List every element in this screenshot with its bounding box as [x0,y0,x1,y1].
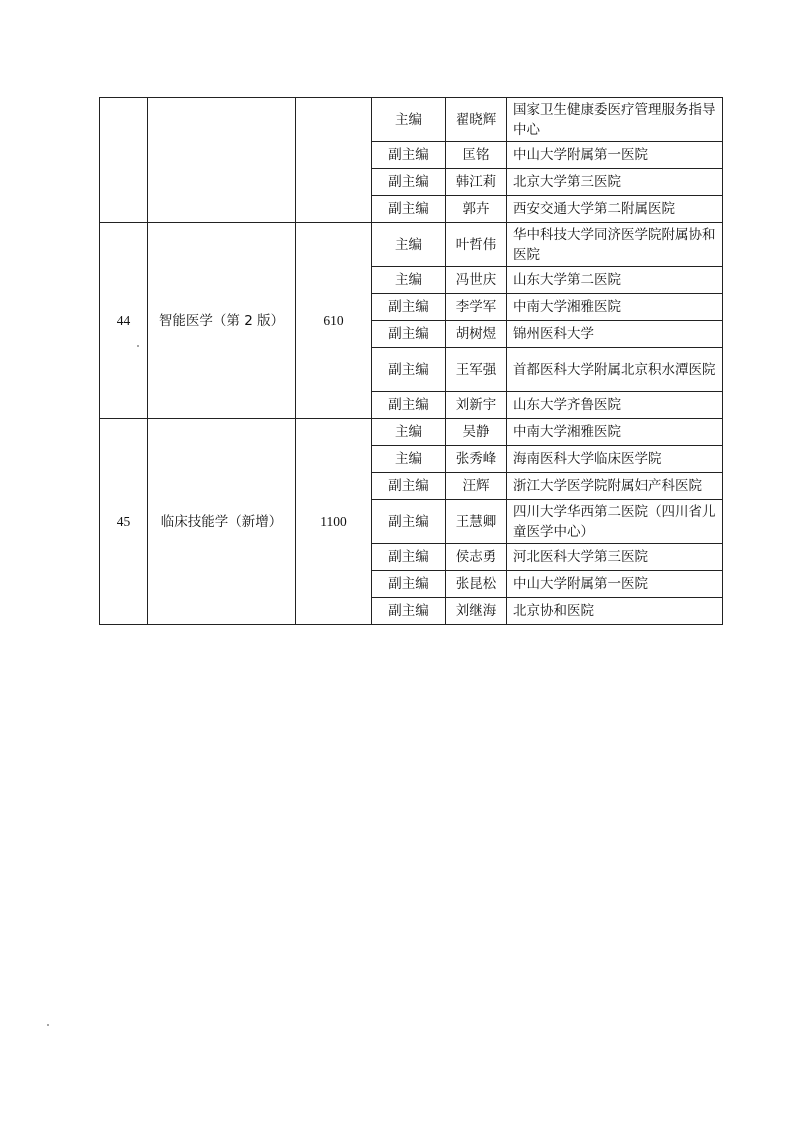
editor-role: 副主编 [372,294,446,321]
editor-institution: 河北医科大学第三医院 [507,544,723,571]
editor-name: 王慧卿 [446,500,507,544]
entry-number [100,98,148,223]
editor-name: 叶哲伟 [446,223,507,267]
editor-role: 副主编 [372,142,446,169]
editor-institution: 中南大学湘雅医院 [507,294,723,321]
editor-institution: 山东大学齐鲁医院 [507,392,723,419]
editor-name: 匡铭 [446,142,507,169]
print-count [296,98,372,223]
editor-role: 副主编 [372,544,446,571]
editor-role: 副主编 [372,392,446,419]
scan-speck [47,1024,49,1026]
editor-institution: 山东大学第二医院 [507,267,723,294]
editor-name: 郭卉 [446,196,507,223]
editor-institution: 首都医科大学附属北京积水潭医院 [507,348,723,392]
editor-table [99,97,723,625]
editor-role: 主编 [372,446,446,473]
editor-institution: 浙江大学医学院附属妇产科医院 [507,473,723,500]
book-title [148,98,296,223]
editor-name: 吴静 [446,419,507,446]
editor-name: 翟晓辉 [446,98,507,142]
book-title: 智能医学（第 2 版） [148,223,296,419]
editor-role: 副主编 [372,348,446,392]
editor-role: 副主编 [372,169,446,196]
entry-number: 45 [100,419,148,625]
editor-role: 主编 [372,223,446,267]
table-row [100,98,723,142]
editor-institution: 国家卫生健康委医疗管理服务指导中心 [507,98,723,142]
editor-name: 王军强 [446,348,507,392]
print-count: 1100 [296,419,372,625]
editor-institution: 锦州医科大学 [507,321,723,348]
book-title: 临床技能学（新增） [148,419,296,625]
editor-role: 副主编 [372,598,446,625]
print-count: 610 [296,223,372,419]
editor-institution: 中山大学附属第一医院 [507,142,723,169]
editor-name: 刘新宇 [446,392,507,419]
table-row [100,223,723,267]
editor-role: 主编 [372,419,446,446]
editor-role: 主编 [372,98,446,142]
editor-name: 侯志勇 [446,544,507,571]
editor-name: 冯世庆 [446,267,507,294]
entry-number: 44 [100,223,148,419]
editor-institution: 中山大学附属第一医院 [507,571,723,598]
editor-role: 副主编 [372,571,446,598]
editor-role: 副主编 [372,500,446,544]
editor-role: 副主编 [372,473,446,500]
editor-name: 胡树煜 [446,321,507,348]
editor-role: 副主编 [372,321,446,348]
editor-institution: 华中科技大学同济医学院附属协和医院 [507,223,723,267]
editor-institution: 海南医科大学临床医学院 [507,446,723,473]
editor-name: 李学军 [446,294,507,321]
editor-role: 主编 [372,267,446,294]
editor-name: 韩江莉 [446,169,507,196]
editor-institution: 中南大学湘雅医院 [507,419,723,446]
editor-institution: 北京大学第三医院 [507,169,723,196]
editor-institution: 北京协和医院 [507,598,723,625]
editor-name: 刘继海 [446,598,507,625]
editor-institution: 四川大学华西第二医院（四川省儿童医学中心） [507,500,723,544]
editor-name: 张昆松 [446,571,507,598]
editor-name: 汪辉 [446,473,507,500]
editor-role: 副主编 [372,196,446,223]
editor-name: 张秀峰 [446,446,507,473]
editor-institution: 西安交通大学第二附属医院 [507,196,723,223]
table-row [100,419,723,446]
scan-speck [137,345,139,347]
